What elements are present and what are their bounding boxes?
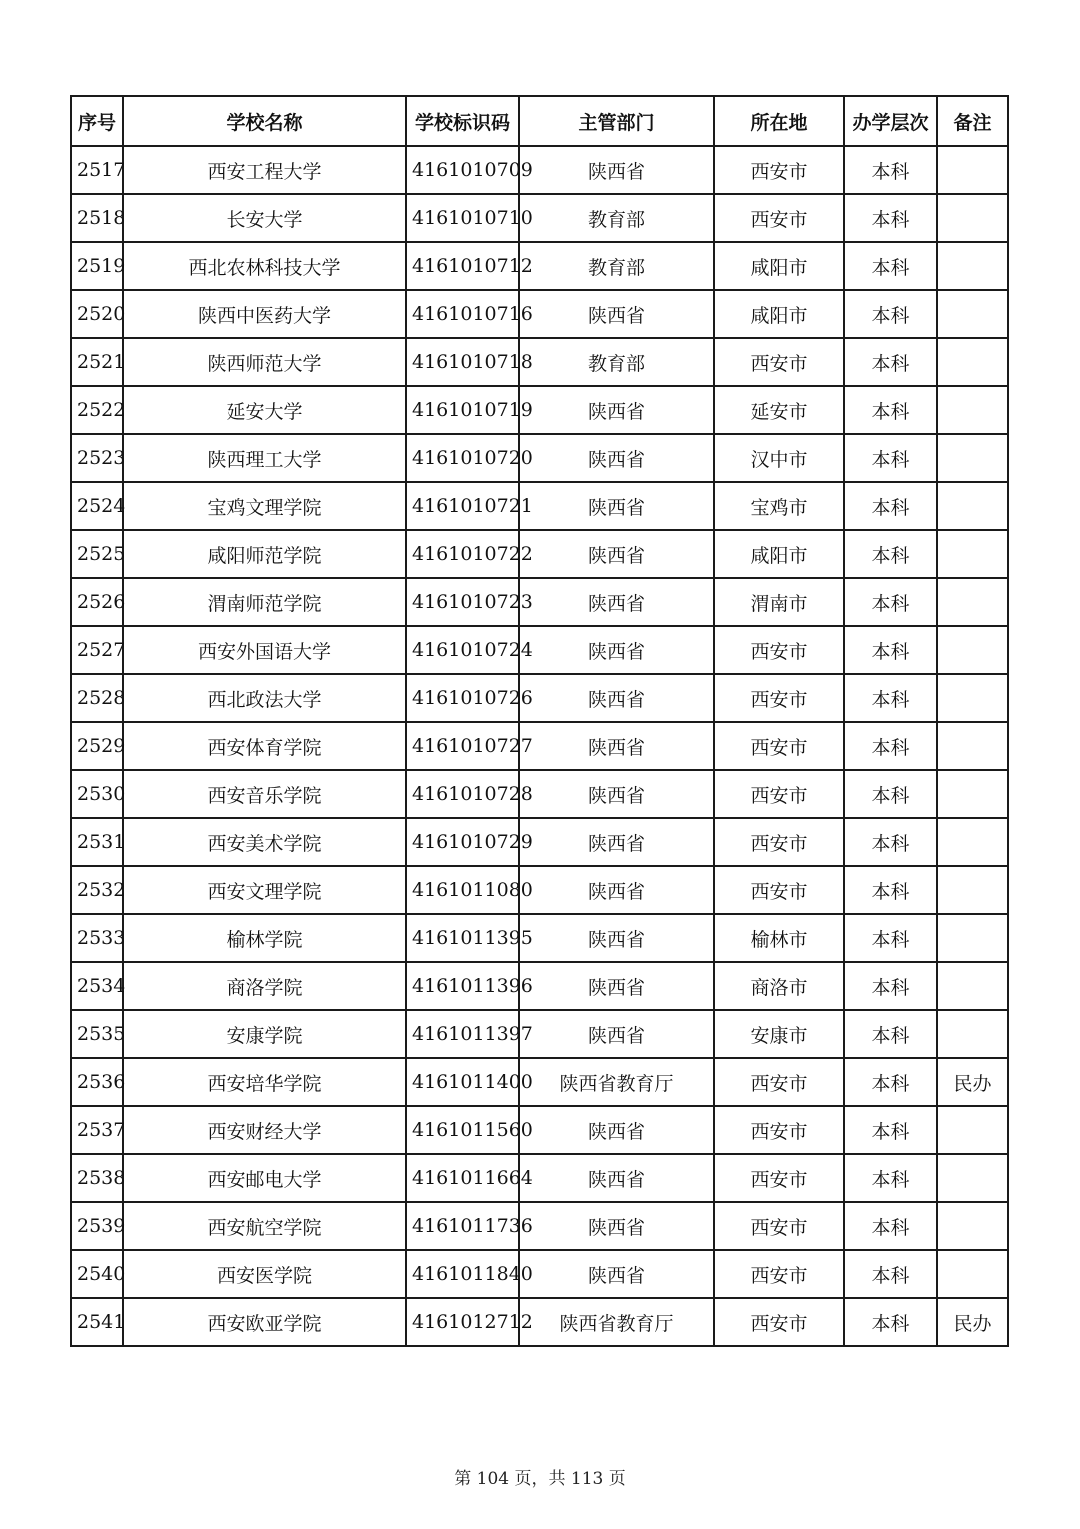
cell-level: 本科 bbox=[844, 1058, 937, 1106]
cell-level: 本科 bbox=[844, 578, 937, 626]
cell-seq: 2520 bbox=[71, 290, 123, 338]
cell-department: 陕西省 bbox=[519, 482, 714, 530]
cell-department: 陕西省 bbox=[519, 1010, 714, 1058]
cell-school-name: 咸阳师范学院 bbox=[123, 530, 406, 578]
header-seq: 序号 bbox=[71, 96, 123, 146]
cell-remarks bbox=[937, 674, 1008, 722]
cell-department: 陕西省 bbox=[519, 290, 714, 338]
cell-location: 安康市 bbox=[714, 1010, 844, 1058]
cell-department: 陕西省 bbox=[519, 386, 714, 434]
cell-level: 本科 bbox=[844, 818, 937, 866]
cell-department: 教育部 bbox=[519, 194, 714, 242]
cell-school-code: 4161010729 bbox=[406, 818, 519, 866]
cell-department: 陕西省 bbox=[519, 770, 714, 818]
cell-seq: 2535 bbox=[71, 1010, 123, 1058]
cell-remarks bbox=[937, 1106, 1008, 1154]
cell-location: 西安市 bbox=[714, 146, 844, 194]
table-body bbox=[71, 146, 1008, 1346]
table-row bbox=[71, 962, 1008, 1010]
cell-remarks bbox=[937, 578, 1008, 626]
cell-seq: 2530 bbox=[71, 770, 123, 818]
school-table bbox=[70, 95, 1009, 1347]
cell-seq: 2526 bbox=[71, 578, 123, 626]
cell-school-name: 陕西理工大学 bbox=[123, 434, 406, 482]
cell-location: 西安市 bbox=[714, 194, 844, 242]
cell-school-code: 4161011736 bbox=[406, 1202, 519, 1250]
cell-school-name: 西安培华学院 bbox=[123, 1058, 406, 1106]
cell-school-code: 4161011840 bbox=[406, 1250, 519, 1298]
cell-school-name: 延安大学 bbox=[123, 386, 406, 434]
cell-level: 本科 bbox=[844, 866, 937, 914]
cell-school-code: 4161011395 bbox=[406, 914, 519, 962]
cell-level: 本科 bbox=[844, 338, 937, 386]
table-row bbox=[71, 674, 1008, 722]
cell-remarks bbox=[937, 290, 1008, 338]
cell-seq: 2541 bbox=[71, 1298, 123, 1346]
cell-remarks: 民办 bbox=[937, 1058, 1008, 1106]
header-level: 办学层次 bbox=[844, 96, 937, 146]
cell-location: 西安市 bbox=[714, 674, 844, 722]
cell-seq: 2532 bbox=[71, 866, 123, 914]
cell-school-code: 4161011397 bbox=[406, 1010, 519, 1058]
cell-level: 本科 bbox=[844, 530, 937, 578]
cell-location: 西安市 bbox=[714, 866, 844, 914]
cell-level: 本科 bbox=[844, 194, 937, 242]
cell-location: 咸阳市 bbox=[714, 242, 844, 290]
table-row bbox=[71, 1154, 1008, 1202]
cell-remarks bbox=[937, 962, 1008, 1010]
cell-level: 本科 bbox=[844, 1250, 937, 1298]
cell-seq: 2519 bbox=[71, 242, 123, 290]
cell-level: 本科 bbox=[844, 290, 937, 338]
cell-seq: 2537 bbox=[71, 1106, 123, 1154]
cell-school-name: 西北农林科技大学 bbox=[123, 242, 406, 290]
cell-department: 教育部 bbox=[519, 242, 714, 290]
cell-remarks bbox=[937, 1010, 1008, 1058]
cell-school-code: 4161010723 bbox=[406, 578, 519, 626]
cell-location: 榆林市 bbox=[714, 914, 844, 962]
cell-school-code: 4161010727 bbox=[406, 722, 519, 770]
cell-level: 本科 bbox=[844, 146, 937, 194]
cell-location: 西安市 bbox=[714, 818, 844, 866]
cell-level: 本科 bbox=[844, 626, 937, 674]
cell-department: 陕西省 bbox=[519, 1154, 714, 1202]
table-row bbox=[71, 1250, 1008, 1298]
cell-school-name: 西安欧亚学院 bbox=[123, 1298, 406, 1346]
cell-location: 西安市 bbox=[714, 1298, 844, 1346]
cell-school-code: 4161011400 bbox=[406, 1058, 519, 1106]
cell-school-name: 西安邮电大学 bbox=[123, 1154, 406, 1202]
table-row bbox=[71, 146, 1008, 194]
cell-seq: 2540 bbox=[71, 1250, 123, 1298]
cell-remarks bbox=[937, 338, 1008, 386]
cell-department: 教育部 bbox=[519, 338, 714, 386]
cell-school-name: 西安文理学院 bbox=[123, 866, 406, 914]
cell-school-name: 宝鸡文理学院 bbox=[123, 482, 406, 530]
cell-seq: 2539 bbox=[71, 1202, 123, 1250]
cell-school-code: 4161011396 bbox=[406, 962, 519, 1010]
cell-seq: 2534 bbox=[71, 962, 123, 1010]
cell-seq: 2529 bbox=[71, 722, 123, 770]
cell-school-code: 4161010720 bbox=[406, 434, 519, 482]
cell-school-code: 4161010721 bbox=[406, 482, 519, 530]
cell-location: 汉中市 bbox=[714, 434, 844, 482]
cell-level: 本科 bbox=[844, 1154, 937, 1202]
table-row bbox=[71, 1298, 1008, 1346]
cell-location: 西安市 bbox=[714, 1106, 844, 1154]
cell-remarks bbox=[937, 434, 1008, 482]
cell-location: 咸阳市 bbox=[714, 290, 844, 338]
cell-remarks bbox=[937, 626, 1008, 674]
header-school-code: 学校标识码 bbox=[406, 96, 519, 146]
cell-seq: 2517 bbox=[71, 146, 123, 194]
cell-remarks bbox=[937, 1154, 1008, 1202]
cell-level: 本科 bbox=[844, 434, 937, 482]
cell-school-code: 4161010726 bbox=[406, 674, 519, 722]
table-row bbox=[71, 242, 1008, 290]
cell-school-code: 4161010710 bbox=[406, 194, 519, 242]
table-row bbox=[71, 530, 1008, 578]
cell-level: 本科 bbox=[844, 386, 937, 434]
cell-department: 陕西省 bbox=[519, 962, 714, 1010]
cell-seq: 2523 bbox=[71, 434, 123, 482]
cell-remarks bbox=[937, 722, 1008, 770]
cell-school-name: 长安大学 bbox=[123, 194, 406, 242]
header-remarks: 备注 bbox=[937, 96, 1008, 146]
cell-school-name: 商洛学院 bbox=[123, 962, 406, 1010]
cell-level: 本科 bbox=[844, 722, 937, 770]
cell-school-name: 西安财经大学 bbox=[123, 1106, 406, 1154]
cell-department: 陕西省 bbox=[519, 530, 714, 578]
cell-department: 陕西省 bbox=[519, 722, 714, 770]
header-school-name: 学校名称 bbox=[123, 96, 406, 146]
cell-department: 陕西省教育厅 bbox=[519, 1298, 714, 1346]
cell-school-name: 西安体育学院 bbox=[123, 722, 406, 770]
table-row bbox=[71, 338, 1008, 386]
header-department: 主管部门 bbox=[519, 96, 714, 146]
cell-remarks bbox=[937, 242, 1008, 290]
table-row bbox=[71, 386, 1008, 434]
table-row bbox=[71, 290, 1008, 338]
cell-school-code: 4161010716 bbox=[406, 290, 519, 338]
cell-seq: 2528 bbox=[71, 674, 123, 722]
cell-school-code: 4161012712 bbox=[406, 1298, 519, 1346]
cell-location: 西安市 bbox=[714, 338, 844, 386]
cell-location: 咸阳市 bbox=[714, 530, 844, 578]
cell-remarks bbox=[937, 530, 1008, 578]
cell-school-name: 渭南师范学院 bbox=[123, 578, 406, 626]
cell-school-name: 西北政法大学 bbox=[123, 674, 406, 722]
cell-department: 陕西省 bbox=[519, 578, 714, 626]
page-footer: 第 104 页，共 113 页 bbox=[454, 1469, 626, 1489]
cell-school-name: 西安医学院 bbox=[123, 1250, 406, 1298]
cell-school-code: 4161011664 bbox=[406, 1154, 519, 1202]
cell-location: 西安市 bbox=[714, 1202, 844, 1250]
cell-level: 本科 bbox=[844, 1298, 937, 1346]
cell-department: 陕西省教育厅 bbox=[519, 1058, 714, 1106]
cell-department: 陕西省 bbox=[519, 674, 714, 722]
cell-seq: 2536 bbox=[71, 1058, 123, 1106]
table-row bbox=[71, 1106, 1008, 1154]
cell-level: 本科 bbox=[844, 242, 937, 290]
cell-seq: 2525 bbox=[71, 530, 123, 578]
cell-level: 本科 bbox=[844, 482, 937, 530]
table-header-row bbox=[71, 96, 1008, 146]
cell-department: 陕西省 bbox=[519, 914, 714, 962]
cell-location: 西安市 bbox=[714, 1250, 844, 1298]
cell-school-code: 4161010718 bbox=[406, 338, 519, 386]
table-row bbox=[71, 866, 1008, 914]
cell-school-name: 陕西中医药大学 bbox=[123, 290, 406, 338]
cell-seq: 2524 bbox=[71, 482, 123, 530]
cell-location: 渭南市 bbox=[714, 578, 844, 626]
cell-school-name: 西安美术学院 bbox=[123, 818, 406, 866]
cell-remarks: 民办 bbox=[937, 1298, 1008, 1346]
table-row bbox=[71, 818, 1008, 866]
cell-remarks bbox=[937, 1250, 1008, 1298]
cell-remarks bbox=[937, 866, 1008, 914]
cell-level: 本科 bbox=[844, 1106, 937, 1154]
cell-seq: 2533 bbox=[71, 914, 123, 962]
cell-school-code: 4161010709 bbox=[406, 146, 519, 194]
header-location: 所在地 bbox=[714, 96, 844, 146]
cell-level: 本科 bbox=[844, 1010, 937, 1058]
cell-level: 本科 bbox=[844, 962, 937, 1010]
cell-level: 本科 bbox=[844, 674, 937, 722]
cell-school-code: 4161010722 bbox=[406, 530, 519, 578]
table-row bbox=[71, 434, 1008, 482]
cell-seq: 2538 bbox=[71, 1154, 123, 1202]
table-row bbox=[71, 722, 1008, 770]
cell-remarks bbox=[937, 194, 1008, 242]
cell-seq: 2518 bbox=[71, 194, 123, 242]
cell-department: 陕西省 bbox=[519, 1202, 714, 1250]
cell-remarks bbox=[937, 770, 1008, 818]
cell-department: 陕西省 bbox=[519, 146, 714, 194]
cell-seq: 2522 bbox=[71, 386, 123, 434]
cell-department: 陕西省 bbox=[519, 1106, 714, 1154]
cell-level: 本科 bbox=[844, 914, 937, 962]
table-row bbox=[71, 1010, 1008, 1058]
table-row bbox=[71, 770, 1008, 818]
cell-department: 陕西省 bbox=[519, 818, 714, 866]
cell-location: 西安市 bbox=[714, 626, 844, 674]
cell-school-name: 西安外国语大学 bbox=[123, 626, 406, 674]
cell-remarks bbox=[937, 146, 1008, 194]
cell-level: 本科 bbox=[844, 770, 937, 818]
cell-school-name: 西安工程大学 bbox=[123, 146, 406, 194]
cell-school-code: 4161010728 bbox=[406, 770, 519, 818]
cell-remarks bbox=[937, 818, 1008, 866]
cell-school-code: 4161011080 bbox=[406, 866, 519, 914]
cell-remarks bbox=[937, 914, 1008, 962]
table-row bbox=[71, 578, 1008, 626]
cell-level: 本科 bbox=[844, 1202, 937, 1250]
cell-school-code: 4161010712 bbox=[406, 242, 519, 290]
cell-school-code: 4161010719 bbox=[406, 386, 519, 434]
cell-school-name: 榆林学院 bbox=[123, 914, 406, 962]
cell-seq: 2527 bbox=[71, 626, 123, 674]
cell-location: 宝鸡市 bbox=[714, 482, 844, 530]
table-row bbox=[71, 1058, 1008, 1106]
cell-department: 陕西省 bbox=[519, 434, 714, 482]
cell-location: 西安市 bbox=[714, 1058, 844, 1106]
cell-school-name: 西安航空学院 bbox=[123, 1202, 406, 1250]
cell-remarks bbox=[937, 386, 1008, 434]
cell-location: 商洛市 bbox=[714, 962, 844, 1010]
table-row bbox=[71, 482, 1008, 530]
cell-school-code: 4161011560 bbox=[406, 1106, 519, 1154]
table-row bbox=[71, 626, 1008, 674]
cell-school-name: 陕西师范大学 bbox=[123, 338, 406, 386]
cell-school-code: 4161010724 bbox=[406, 626, 519, 674]
cell-remarks bbox=[937, 1202, 1008, 1250]
cell-seq: 2521 bbox=[71, 338, 123, 386]
table-row bbox=[71, 194, 1008, 242]
cell-department: 陕西省 bbox=[519, 626, 714, 674]
cell-seq: 2531 bbox=[71, 818, 123, 866]
cell-location: 西安市 bbox=[714, 770, 844, 818]
cell-department: 陕西省 bbox=[519, 1250, 714, 1298]
cell-location: 西安市 bbox=[714, 1154, 844, 1202]
table-row bbox=[71, 914, 1008, 962]
table-row bbox=[71, 1202, 1008, 1250]
cell-school-name: 西安音乐学院 bbox=[123, 770, 406, 818]
cell-remarks bbox=[937, 482, 1008, 530]
cell-location: 延安市 bbox=[714, 386, 844, 434]
cell-school-name: 安康学院 bbox=[123, 1010, 406, 1058]
cell-department: 陕西省 bbox=[519, 866, 714, 914]
cell-location: 西安市 bbox=[714, 722, 844, 770]
